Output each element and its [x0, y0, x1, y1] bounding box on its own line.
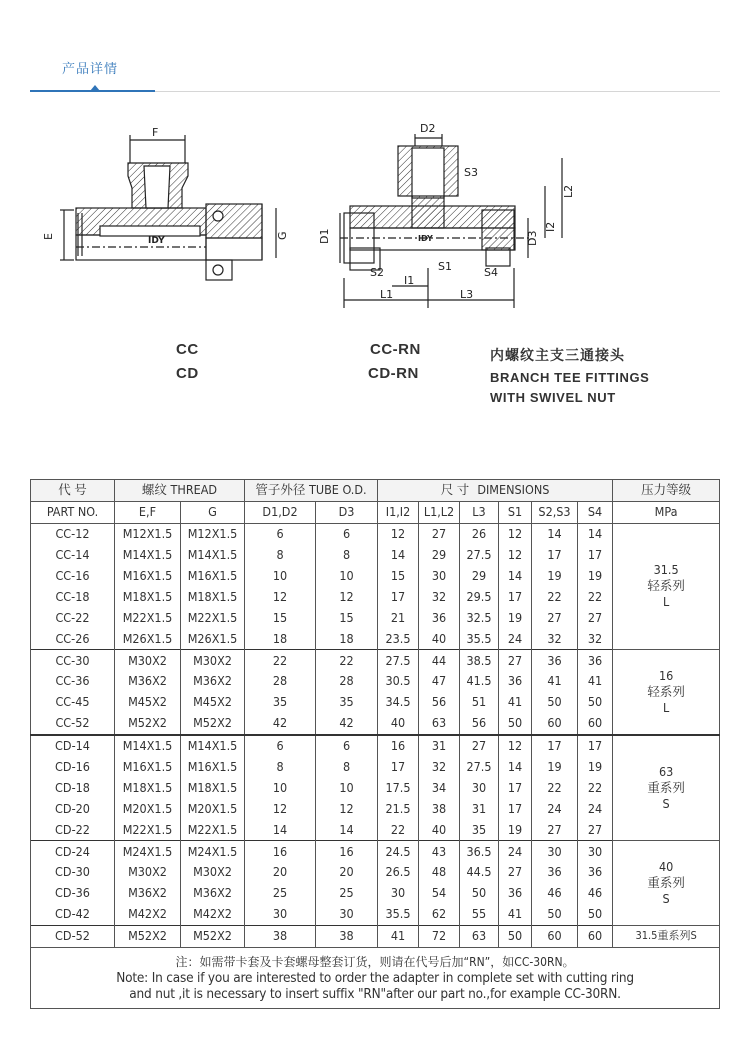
- subheader-cell: S1: [499, 501, 532, 523]
- table-cell: M26X1.5: [181, 628, 245, 649]
- table-cell: 19: [578, 757, 613, 778]
- table-cell: 12: [499, 735, 532, 757]
- subheader-cell: L1,L2: [419, 501, 460, 523]
- table-cell: M26X1.5: [115, 628, 181, 649]
- table-cell: 38: [245, 925, 316, 947]
- header-dimensions: [378, 480, 613, 502]
- table-cell: M18X1.5: [181, 777, 245, 798]
- table-cell: M45X2: [181, 692, 245, 713]
- table-cell: 30.5: [378, 671, 419, 692]
- part-no-cell: CD-30: [31, 862, 115, 883]
- product-name-en-line2: WITH SWIVEL NUT: [490, 390, 616, 405]
- table-cell: 8: [245, 757, 316, 778]
- table-cell: 38: [419, 798, 460, 819]
- header-code: 代 号: [31, 480, 115, 502]
- table-cell: 46: [532, 883, 578, 904]
- table-cell: 21: [378, 607, 419, 628]
- table-cell: 42: [316, 713, 378, 735]
- table-cell: 30: [316, 904, 378, 925]
- label-l3: L3: [460, 288, 474, 301]
- table-cell: 32: [578, 628, 613, 649]
- table-cell: 27: [532, 607, 578, 628]
- table-cell: 8: [316, 757, 378, 778]
- table-cell: 25: [316, 883, 378, 904]
- part-no-cell: CD-14: [31, 735, 115, 757]
- table-cell: 60: [532, 925, 578, 947]
- table-cell: 30: [532, 841, 578, 862]
- table-cell: M14X1.5: [181, 735, 245, 757]
- table-cell: M30X2: [181, 862, 245, 883]
- table-cell: 20: [316, 862, 378, 883]
- table-cell: 17: [499, 777, 532, 798]
- table-cell: 48: [419, 862, 460, 883]
- part-no-cell: CC-22: [31, 607, 115, 628]
- table-cell: 30: [578, 841, 613, 862]
- part-no-cell: CC-18: [31, 586, 115, 607]
- table-cell: M24X1.5: [115, 841, 181, 862]
- table-subheader-row: [31, 501, 720, 523]
- table-cell: 26.5: [378, 862, 419, 883]
- table-cell: M22X1.5: [181, 819, 245, 840]
- label-l2: L2: [562, 184, 575, 198]
- table-cell: 47: [419, 671, 460, 692]
- label-l1: L1: [380, 288, 394, 301]
- label-idy: IDY: [148, 236, 165, 246]
- subheader-cell: S4: [578, 501, 613, 523]
- table-cell: 10: [316, 777, 378, 798]
- table-cell: 27: [532, 819, 578, 840]
- table-cell: 28: [316, 671, 378, 692]
- table-cell: 25: [245, 883, 316, 904]
- pressure-single: 31.5重系列S: [635, 929, 697, 943]
- product-name-en-line1: BRANCH TEE FITTINGS: [490, 370, 650, 385]
- table-cell: 44.5: [460, 862, 499, 883]
- tee-fitting-drawing-cc: [40, 118, 310, 308]
- table-cell: 50: [532, 692, 578, 713]
- label-s4: S4: [484, 266, 498, 279]
- table-cell: 35.5: [378, 904, 419, 925]
- table-cell: 31: [419, 735, 460, 757]
- table-cell: 15: [378, 566, 419, 587]
- table-cell: 40: [419, 628, 460, 649]
- table-cell: 41: [499, 904, 532, 925]
- table-cell: 27.5: [460, 545, 499, 566]
- part-no-cell: CD-36: [31, 883, 115, 904]
- subheader-cell: L3: [460, 501, 499, 523]
- header-caret-icon: [90, 85, 100, 91]
- table-cell: 43: [419, 841, 460, 862]
- table-cell: 36: [578, 650, 613, 671]
- table-cell: 60: [578, 925, 613, 947]
- table-cell: 35: [460, 819, 499, 840]
- part-no-cell: CC-36: [31, 671, 115, 692]
- table-cell: M18X1.5: [115, 586, 181, 607]
- pressure-value: 16: [658, 667, 674, 683]
- table-cell: 54: [419, 883, 460, 904]
- table-cell: 38.5: [460, 650, 499, 671]
- pressure-series: 重系列: [647, 779, 685, 795]
- table-cell: 50: [499, 925, 532, 947]
- table-cell: M36X2: [181, 883, 245, 904]
- table-cell: 51: [460, 692, 499, 713]
- subheader-cell: D1,D2: [245, 501, 316, 523]
- table-cell: 27: [499, 650, 532, 671]
- table-cell: 41.5: [460, 671, 499, 692]
- label-e: E: [42, 233, 55, 240]
- table-cell: 32: [419, 757, 460, 778]
- label-d3: D3: [526, 230, 539, 246]
- table-cell: M52X2: [181, 713, 245, 735]
- table-cell: 23.5: [378, 628, 419, 649]
- table-cell: 21.5: [378, 798, 419, 819]
- table-cell: 19: [578, 566, 613, 587]
- table-cell: 29.5: [460, 586, 499, 607]
- pressure-grade-cell: [613, 925, 720, 947]
- table-cell: M42X2: [115, 904, 181, 925]
- label-idy-right: IDY: [418, 234, 433, 243]
- table-cell: 32.5: [460, 607, 499, 628]
- table-cell: 6: [245, 523, 316, 544]
- table-cell: 27: [499, 862, 532, 883]
- table-cell: 22: [532, 586, 578, 607]
- table-cell: 56: [419, 692, 460, 713]
- table-cell: 12: [499, 523, 532, 544]
- tee-fitting-drawing-cc-rn: [300, 118, 580, 318]
- table-cell: M45X2: [115, 692, 181, 713]
- table-cell: 36: [499, 883, 532, 904]
- part-no-cell: CD-22: [31, 819, 115, 840]
- spec-table: [30, 479, 720, 1009]
- table-cell: 55: [460, 904, 499, 925]
- table-cell: 63: [419, 713, 460, 735]
- model-cc-rn: CC-RN: [370, 341, 421, 358]
- pressure-grade: S: [662, 890, 670, 906]
- section-title: 产品详情: [62, 62, 119, 77]
- table-cell: 29: [460, 566, 499, 587]
- label-s2: S2: [370, 266, 384, 279]
- table-cell: 50: [578, 692, 613, 713]
- table-cell: 36: [578, 862, 613, 883]
- table-cell: 22: [578, 777, 613, 798]
- subheader-cell: MPa: [613, 501, 720, 523]
- table-cell: 28: [245, 671, 316, 692]
- part-no-cell: CD-18: [31, 777, 115, 798]
- table-cell: 60: [578, 713, 613, 735]
- model-cd-rn: CD-RN: [368, 365, 419, 382]
- table-cell: 14: [578, 523, 613, 544]
- part-no-cell: CD-24: [31, 841, 115, 862]
- table-cell: 36: [532, 650, 578, 671]
- table-cell: 24: [499, 841, 532, 862]
- table-cell: 12: [499, 545, 532, 566]
- table-row: [31, 841, 720, 862]
- table-cell: M14X1.5: [115, 545, 181, 566]
- table-cell: 6: [245, 735, 316, 757]
- table-cell: M16X1.5: [181, 757, 245, 778]
- table-cell: M24X1.5: [181, 841, 245, 862]
- table-cell: 27: [578, 819, 613, 840]
- table-cell: 62: [419, 904, 460, 925]
- label-f: F: [152, 126, 159, 139]
- table-cell: 15: [316, 607, 378, 628]
- table-row: [31, 650, 720, 671]
- pressure-grade-cell: [613, 735, 720, 841]
- header-dims-cn: 尺 寸: [440, 482, 470, 498]
- label-i2: I2: [544, 221, 557, 232]
- table-cell: 34.5: [378, 692, 419, 713]
- label-s1: S1: [438, 260, 452, 273]
- subheader-cell: PART NO.: [31, 501, 115, 523]
- table-cell: 24: [532, 798, 578, 819]
- table-cell: 30: [460, 777, 499, 798]
- table-cell: 24: [499, 628, 532, 649]
- table-cell: 42: [245, 713, 316, 735]
- table-cell: 50: [460, 883, 499, 904]
- table-cell: 17: [532, 735, 578, 757]
- model-cd: CD: [176, 365, 199, 382]
- table-cell: 17: [378, 586, 419, 607]
- table-cell: 17: [499, 798, 532, 819]
- subheader-cell: E,F: [115, 501, 181, 523]
- table-cell: 14: [245, 819, 316, 840]
- table-cell: 72: [419, 925, 460, 947]
- table-cell: 27: [578, 607, 613, 628]
- table-row: [31, 925, 720, 947]
- header-thread: 螺纹 THREAD: [115, 480, 245, 502]
- subheader-cell: I1,I2: [378, 501, 419, 523]
- pressure-grade: L: [662, 699, 670, 715]
- table-cell: 16: [378, 735, 419, 757]
- table-cell: 12: [378, 523, 419, 544]
- table-cell: 36: [419, 607, 460, 628]
- pressure-series: 轻系列: [647, 578, 685, 594]
- table-cell: 17.5: [378, 777, 419, 798]
- table-cell: M14X1.5: [181, 545, 245, 566]
- table-cell: 29: [419, 545, 460, 566]
- table-cell: 19: [532, 757, 578, 778]
- table-cell: 14: [499, 757, 532, 778]
- table-cell: 22: [532, 777, 578, 798]
- table-row: [31, 735, 720, 757]
- table-cell: M36X2: [115, 883, 181, 904]
- table-cell: 17: [532, 545, 578, 566]
- table-cell: M12X1.5: [115, 523, 181, 544]
- table-cell: 15: [245, 607, 316, 628]
- table-cell: 27: [460, 735, 499, 757]
- table-cell: 24: [578, 798, 613, 819]
- table-cell: 12: [316, 798, 378, 819]
- part-no-cell: CC-52: [31, 713, 115, 735]
- pressure-value: 40: [658, 858, 674, 874]
- table-cell: 16: [245, 841, 316, 862]
- table-cell: M42X2: [181, 904, 245, 925]
- table-cell: 50: [578, 904, 613, 925]
- table-cell: 36: [499, 671, 532, 692]
- table-cell: M22X1.5: [115, 607, 181, 628]
- table-cell: 27.5: [378, 650, 419, 671]
- label-s3: S3: [464, 166, 478, 179]
- table-cell: 27: [419, 523, 460, 544]
- table-cell: 8: [245, 545, 316, 566]
- table-cell: 20: [245, 862, 316, 883]
- pressure-grade-cell: [613, 650, 720, 735]
- order-note: [31, 947, 720, 1008]
- table-cell: 19: [499, 819, 532, 840]
- table-cell: 60: [532, 713, 578, 735]
- table-cell: 36.5: [460, 841, 499, 862]
- table-cell: 35: [245, 692, 316, 713]
- table-cell: 16: [316, 841, 378, 862]
- part-no-cell: CC-12: [31, 523, 115, 544]
- table-cell: 41: [578, 671, 613, 692]
- header-tube: 管子外径 TUBE O.D.: [245, 480, 378, 502]
- pressure-grade: L: [662, 594, 670, 610]
- subheader-cell: S2,S3: [532, 501, 578, 523]
- table-cell: M12X1.5: [181, 523, 245, 544]
- table-cell: 6: [316, 523, 378, 544]
- pressure-grade-cell: [613, 841, 720, 926]
- table-cell: 14: [378, 545, 419, 566]
- table-cell: M16X1.5: [115, 757, 181, 778]
- table-cell: 17: [378, 757, 419, 778]
- table-cell: 12: [245, 586, 316, 607]
- table-cell: 63: [460, 925, 499, 947]
- table-cell: 38: [316, 925, 378, 947]
- table-cell: M22X1.5: [115, 819, 181, 840]
- table-cell: 31: [460, 798, 499, 819]
- product-name-en: [490, 368, 649, 408]
- product-name-cn: 内螺纹主支三通接头: [490, 348, 625, 364]
- table-cell: 35: [316, 692, 378, 713]
- table-cell: 19: [532, 566, 578, 587]
- part-no-cell: CC-45: [31, 692, 115, 713]
- table-cell: M52X2: [115, 713, 181, 735]
- table-cell: 36: [532, 862, 578, 883]
- table-cell: 30: [245, 904, 316, 925]
- table-cell: M20X1.5: [115, 798, 181, 819]
- label-g: G: [276, 231, 289, 240]
- table-cell: 22: [245, 650, 316, 671]
- table-cell: M30X2: [115, 650, 181, 671]
- part-no-cell: CC-26: [31, 628, 115, 649]
- table-cell: 22: [316, 650, 378, 671]
- table-cell: 12: [316, 586, 378, 607]
- note-chinese: 注：如需带卡套及卡套螺母整套订货，则请在代号后加“RN”，如CC-30RN。: [175, 954, 575, 969]
- table-cell: M52X2: [181, 925, 245, 947]
- table-cell: 18: [316, 628, 378, 649]
- table-cell: M18X1.5: [115, 777, 181, 798]
- pressure-grade-cell: [613, 523, 720, 649]
- header-dims-en: DIMENSIONS: [477, 482, 550, 498]
- table-cell: 10: [245, 566, 316, 587]
- header-pressure: 压力等级: [613, 480, 720, 502]
- table-cell: 14: [532, 523, 578, 544]
- table-cell: 26: [460, 523, 499, 544]
- subheader-cell: D3: [316, 501, 378, 523]
- part-no-cell: CD-16: [31, 757, 115, 778]
- note-row: [31, 947, 720, 1008]
- table-cell: 30: [419, 566, 460, 587]
- table-cell: 35.5: [460, 628, 499, 649]
- table-cell: 19: [499, 607, 532, 628]
- note-english: and nut ,it is necessary to insert suffix "RN"after our part no.,for example CC-30RN.: [129, 985, 621, 1002]
- table-cell: 41: [378, 925, 419, 947]
- table-cell: 44: [419, 650, 460, 671]
- table-cell: 32: [532, 628, 578, 649]
- subheader-cell: G: [181, 501, 245, 523]
- table-cell: 10: [245, 777, 316, 798]
- table-cell: M16X1.5: [181, 566, 245, 587]
- table-cell: 22: [378, 819, 419, 840]
- model-cc: CC: [176, 341, 199, 358]
- table-cell: 18: [245, 628, 316, 649]
- table-cell: 46: [578, 883, 613, 904]
- table-cell: 24.5: [378, 841, 419, 862]
- table-cell: M30X2: [181, 650, 245, 671]
- label-d1: D1: [318, 228, 331, 244]
- table-cell: M36X2: [181, 671, 245, 692]
- table-cell: 22: [578, 586, 613, 607]
- table-cell: 17: [499, 586, 532, 607]
- table-cell: M18X1.5: [181, 586, 245, 607]
- pressure-value: 63: [658, 763, 674, 779]
- table-cell: 27.5: [460, 757, 499, 778]
- table-cell: 14: [316, 819, 378, 840]
- table-cell: 14: [499, 566, 532, 587]
- part-no-cell: CD-42: [31, 904, 115, 925]
- table-cell: M20X1.5: [181, 798, 245, 819]
- part-no-cell: CD-20: [31, 798, 115, 819]
- table-cell: M52X2: [115, 925, 181, 947]
- table-cell: 40: [419, 819, 460, 840]
- table-cell: M36X2: [115, 671, 181, 692]
- table-cell: 6: [316, 735, 378, 757]
- table-cell: 32: [419, 586, 460, 607]
- part-no-cell: CD-52: [31, 925, 115, 947]
- table-cell: 30: [378, 883, 419, 904]
- table-cell: 34: [419, 777, 460, 798]
- table-cell: M30X2: [115, 862, 181, 883]
- label-d2: D2: [420, 122, 436, 135]
- table-cell: 8: [316, 545, 378, 566]
- table-cell: 17: [578, 545, 613, 566]
- table-cell: 56: [460, 713, 499, 735]
- table-cell: 40: [378, 713, 419, 735]
- table-cell: 50: [499, 713, 532, 735]
- pressure-grade: S: [662, 795, 670, 811]
- table-cell: 41: [532, 671, 578, 692]
- table-cell: M14X1.5: [115, 735, 181, 757]
- label-i1: I1: [404, 274, 415, 287]
- table-cell: M22X1.5: [181, 607, 245, 628]
- table-cell: 12: [245, 798, 316, 819]
- pressure-series: 轻系列: [647, 683, 685, 699]
- table-cell: 41: [499, 692, 532, 713]
- table-row: [31, 523, 720, 544]
- part-no-cell: CC-14: [31, 545, 115, 566]
- pressure-value: 31.5: [653, 562, 679, 578]
- table-header-row: [31, 480, 720, 502]
- part-no-cell: CC-30: [31, 650, 115, 671]
- pressure-series: 重系列: [647, 874, 685, 890]
- table-cell: 50: [532, 904, 578, 925]
- table-cell: M16X1.5: [115, 566, 181, 587]
- note-english: Note: In case if you are interested to order the adapter in complete set with cutting ring: [116, 969, 634, 986]
- table-cell: 10: [316, 566, 378, 587]
- part-no-cell: CC-16: [31, 566, 115, 587]
- table-cell: 17: [578, 735, 613, 757]
